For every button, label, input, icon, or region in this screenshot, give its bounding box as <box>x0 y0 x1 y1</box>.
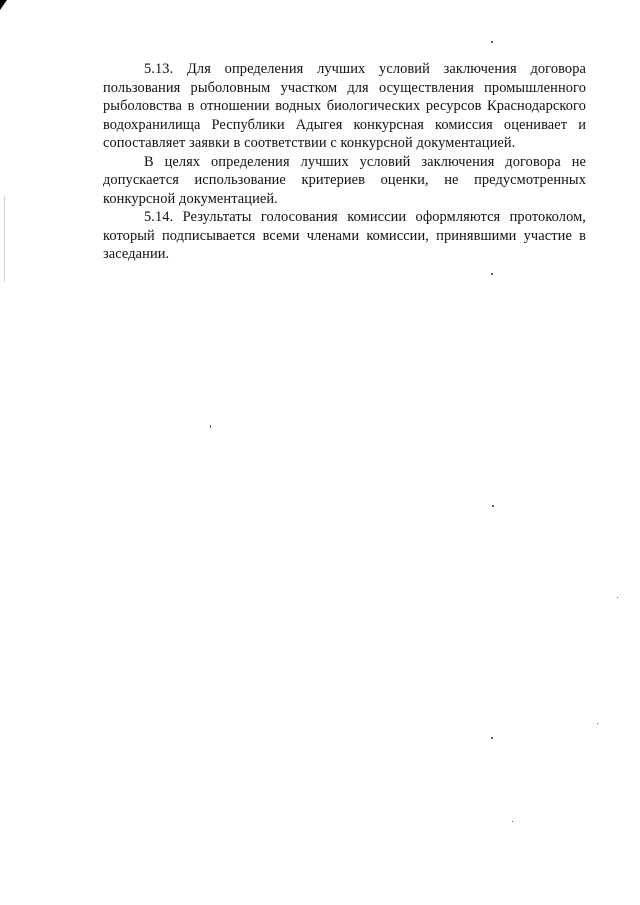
scan-edge-line <box>4 196 5 282</box>
scan-speck <box>210 425 211 428</box>
paragraph-evaluation-criteria: В целях определения лучших условий заключения договора не допускается использование критериев оценки, не предусмотренных конкурсной документацией. <box>103 153 586 207</box>
paragraph-5-13: 5.13. Для определения лучших условий заключения договора пользования рыболовным участком для осуществления промышленного рыболовства в отношении водных биологических ресурсов Краснодарского водохранилища Республики Адыгея конкурсная комиссия оценивает и сопоставляет заявки в соответствии с конкурсной документацией. <box>103 61 586 151</box>
scan-speck <box>597 723 598 724</box>
scan-speck <box>512 821 513 822</box>
scan-speck <box>491 41 493 43</box>
paragraph-5-14: 5.14. Результаты голосования комиссии оформляются протоколом, который подписывается всеми членами комиссии, принявшими участие в заседании. <box>103 209 586 262</box>
scan-speck <box>491 273 493 275</box>
scan-corner-mark <box>0 0 7 10</box>
scan-speck <box>491 737 493 739</box>
scan-speck <box>492 505 494 507</box>
document-body <box>103 60 586 264</box>
scan-speck <box>617 597 618 598</box>
